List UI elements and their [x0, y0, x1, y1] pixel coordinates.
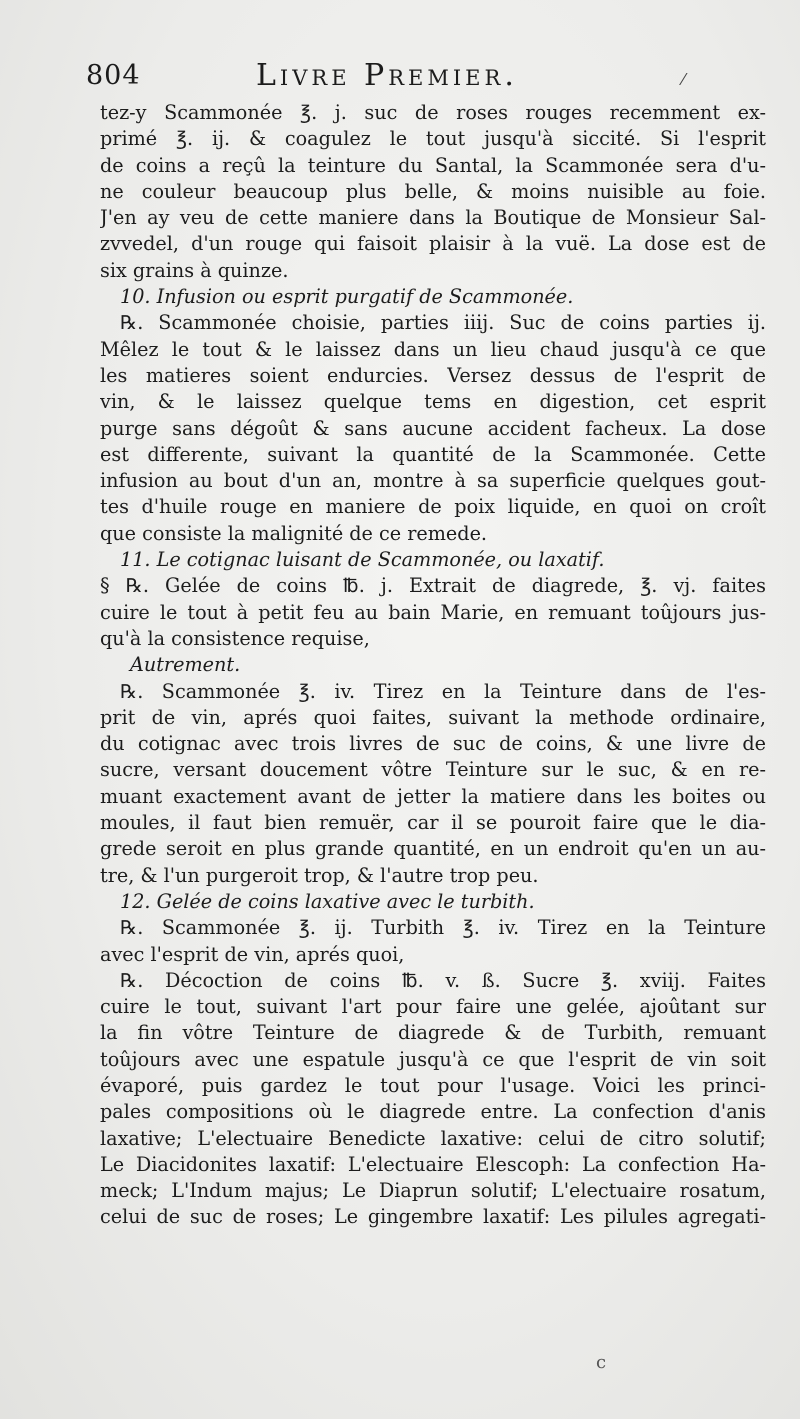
- ink-mark-icon: c: [596, 1352, 607, 1373]
- text-line: moules, il faut bien remuër, car il se pouroit faire que le dia-: [100, 811, 766, 835]
- text-line: grede seroit en plus grande quantité, en un endroit qu'en un au-: [100, 837, 766, 861]
- text-line: J'en ay veu de cette maniere dans la Boutique de Monsieur Sal-: [100, 206, 766, 230]
- text-line: cuire le tout à petit feu au bain Marie, en remuant toûjours jus-: [100, 600, 766, 624]
- text-line: du cotignac avec trois livres de suc de coins, & une livre de: [100, 732, 766, 756]
- text-line: est differente, suivant la quantité de la Scammonée. Cette: [100, 442, 766, 466]
- text-line: primé ℥. ij. & coagulez le tout jusqu'à siccité. Si l'esprit: [100, 127, 766, 151]
- text-line: toûjours avec une espatule jusqu'à ce que l'esprit de vin soit: [100, 1047, 766, 1071]
- text-line: tez-y Scammonée ℥. j. suc de roses rouges recemment ex-: [100, 101, 766, 124]
- text-line: cuire le tout, suivant l'art pour faire une gelée, ajoûtant sur: [100, 995, 766, 1019]
- text-line: pales compositions où le diagrede entre. La confection d'anis: [100, 1100, 766, 1124]
- ink-mark-icon: ⁄: [682, 70, 685, 89]
- text-line: sucre, versant doucement vôtre Teinture sur le suc, & en re-: [100, 758, 766, 782]
- text-line: laxative; L'electuaire Benedicte laxative: celui de citro solutif;: [100, 1126, 766, 1150]
- text-line: la fin vôtre Teinture de diagrede & de Turbith, remuant: [100, 1021, 766, 1045]
- text-line: ℞. Scammonée choisie, parties iiij. Suc de coins parties ij.: [120, 311, 766, 335]
- text-line: que consiste la malignité de ce remede.: [100, 521, 488, 545]
- text-line: vin, & le laissez quelque tems en digestion, cet esprit: [100, 390, 766, 414]
- text-line: infusion au bout d'un an, montre à sa superficie quelques gout-: [100, 469, 766, 493]
- text-line: les matieres soient endurcies. Versez dessus de l'esprit de: [100, 363, 766, 387]
- text-line: celui de suc de roses; Le gingembre laxatif: Les pilules agregati-: [100, 1205, 766, 1229]
- text-line: six grains à quinze.: [100, 258, 289, 282]
- text-line: zvvedel, d'un rouge qui faisoit plaisir à la vuë. La dose est de: [100, 232, 766, 256]
- text-line: Mêlez le tout & le laissez dans un lieu chaud jusqu'à ce que: [100, 337, 766, 361]
- text-line: évaporé, puis gardez le tout pour l'usage. Voici les princi-: [100, 1073, 766, 1097]
- text-line: muant exactement avant de jetter la matiere dans les boites ou: [100, 784, 766, 808]
- text-line: tre, & l'un purgeroit trop, & l'autre trop peu.: [100, 863, 539, 887]
- text-line: § ℞. Gelée de coins ℔. j. Extrait de diagrede, ℥. vj. faites: [100, 574, 766, 598]
- section-heading: 12. Gelée de coins laxative avec le turbith.: [120, 889, 535, 913]
- text-line: meck; L'Indum majus; Le Diaprun solutif; L'electuaire rosatum,: [100, 1179, 766, 1203]
- text-line: qu'à la consistence requise,: [100, 626, 370, 650]
- body-text: [100, 100, 766, 1231]
- text-line: ℞. Scammonée ℥. iv. Tirez en la Teinture dans de l'es-: [120, 679, 766, 703]
- page-header: [86, 56, 786, 100]
- text-line: avec l'esprit de vin, aprés quoi,: [100, 942, 405, 966]
- section-heading: 10. Infusion ou esprit purgatif de Scammonée.: [120, 285, 574, 309]
- section-heading: 11. Le cotignac luisant de Scammonée, ou laxatif.: [120, 548, 605, 572]
- text-line: Le Diacidonites laxatif: L'electuaire Elescoph: La confection Ha-: [100, 1152, 766, 1176]
- text-line: Autrement.: [130, 653, 241, 677]
- text-line: de coins a reçû la teinture du Santal, la Scammonée sera d'u-: [100, 153, 766, 177]
- page-number: 804: [86, 60, 141, 91]
- text-line: ℞. Décoction de coins ℔. v. ß. Sucre ℥. xviij. Faites: [120, 968, 766, 992]
- running-title: Livre Premier.: [256, 58, 518, 93]
- text-line: ne couleur beaucoup plus belle, & moins nuisible au foie.: [100, 179, 766, 203]
- text-line: purge sans dégoût & sans aucune accident facheux. La dose: [100, 416, 766, 440]
- text-line: ℞. Scammonée ℥. ij. Turbith ℥. iv. Tirez en la Teinture: [120, 916, 766, 940]
- text-line: prit de vin, aprés quoi faites, suivant la methode ordinaire,: [100, 705, 766, 729]
- text-line: tes d'huile rouge en maniere de poix liquide, en quoi on croît: [100, 495, 766, 519]
